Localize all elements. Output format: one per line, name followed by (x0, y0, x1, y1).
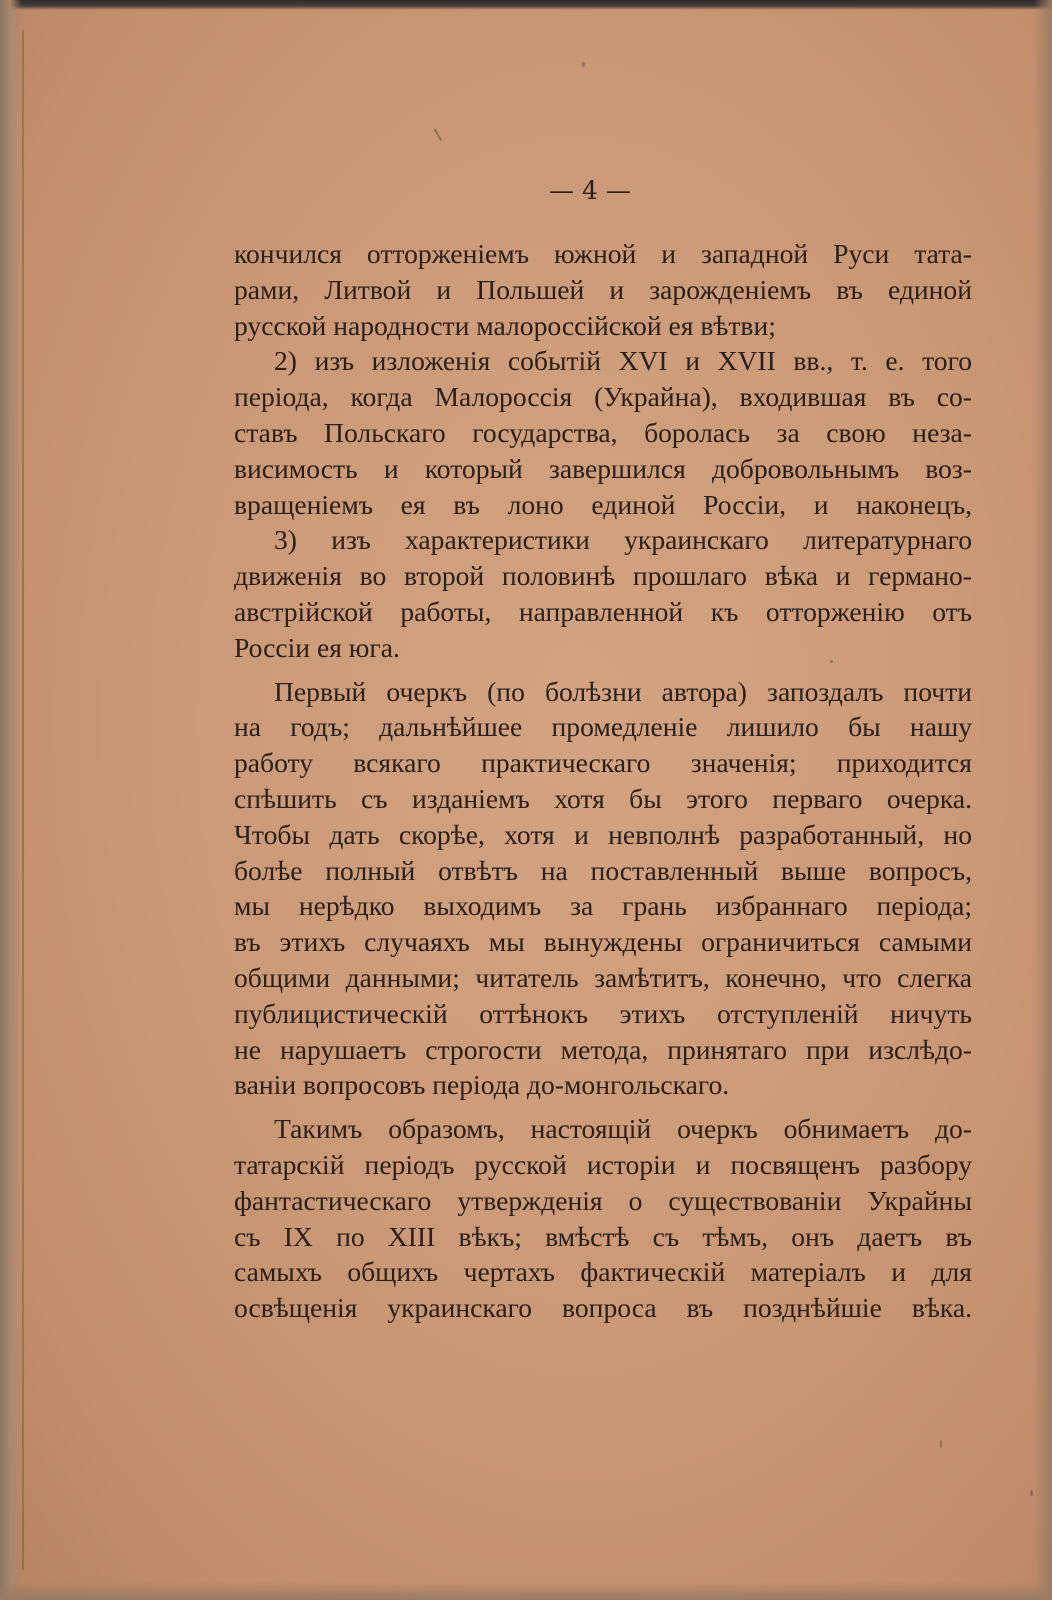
text-line: періода, когда Малороссія (Украйна), входившая въ со- (234, 381, 972, 413)
page-right-edge (1034, 0, 1052, 1600)
paragraph (234, 343, 972, 522)
text-line: ставъ Польскаго государства, боролась за свою неза- (234, 416, 972, 448)
paper-speck (940, 1440, 942, 1448)
text-line: татарскій періодъ русской исторіи и посвященъ разбору (234, 1148, 972, 1180)
text-line: болѣе полный отвѣтъ на поставленный выше вопросъ, (234, 854, 972, 886)
text-line: рами, Литвой и Польшей и зарожденіемъ въ единой (234, 273, 972, 305)
paragraph (234, 236, 972, 343)
text-line: общими данными; читатель замѣтитъ, конечно, что слегка (234, 961, 972, 993)
text-line: освѣщенія украинскаго вопроса въ позднѣйшіе вѣка. (234, 1292, 972, 1324)
paragraph (234, 522, 972, 665)
text-line: Первый очеркъ (по болѣзни автора) запоздалъ почти (274, 675, 972, 707)
text-line: работу всякаго практическаго значенія; приходится (234, 747, 972, 779)
text-line: публицистическій оттѣнокъ этихъ отступленій ничуть (234, 997, 972, 1029)
text-line: движенія во второй половинѣ прошлаго вѣка и германо- (234, 560, 972, 592)
text-line: ваніи вопросовъ періода до-монгольскаго. (234, 1069, 730, 1101)
text-line: Такимъ образомъ, настоящій очеркъ обнимаетъ до- (274, 1113, 972, 1145)
text-line: на годъ; дальнѣйшее промедленіе лишило бы нашу (234, 711, 972, 743)
text-line: съ IX по XIII вѣкъ; вмѣстѣ съ тѣмъ, онъ даетъ въ (234, 1220, 972, 1252)
text-line: вращеніемъ ея въ лоно единой Россіи, и наконецъ, (234, 488, 972, 520)
page-left-edge (0, 0, 22, 1600)
page-top-edge (0, 0, 1052, 10)
paragraph (234, 674, 972, 1104)
paper-speck (1030, 1490, 1033, 1496)
text-line: русской народности малороссійской ея вѣтви; (234, 309, 776, 341)
paragraph (234, 1111, 972, 1326)
text-line: кончился отторженіемъ южной и западной Руси тата- (234, 238, 972, 269)
page-number: — 4 — (549, 176, 631, 205)
body-text (234, 236, 972, 1326)
text-line: самыхъ общихъ чертахъ фактическій матеріалъ и для (234, 1256, 972, 1288)
text-line: фантастическаго утвержденія о существованіи Украйны (234, 1184, 972, 1216)
paper-speck (582, 62, 585, 67)
binding-crease (22, 30, 24, 1570)
page-bottom-edge (0, 1582, 1052, 1600)
text-line: спѣшить съ изданіемъ хотя бы этого перваго очерка. (234, 782, 972, 814)
text-line: не нарушаетъ строгости метода, принятаго при изслѣдо- (234, 1033, 972, 1065)
text-line: висимость и который завершился добровольнымъ воз- (234, 452, 972, 484)
paper-speck (434, 128, 443, 141)
text-line: Чтобы дать скорѣе, хотя и невполнѣ разработанный, но (234, 818, 972, 850)
text-line: австрійской работы, направленной къ отторженію отъ (234, 595, 972, 627)
text-line: Россіи ея юга. (234, 631, 400, 663)
text-line: 3) изъ характеристики украинскаго литературнаго (274, 524, 972, 556)
text-line: 2) изъ изложенія событій XVI и XVII вв., т. е. того (274, 345, 972, 377)
text-line: мы нерѣдко выходимъ за грань избраннаго періода; (234, 890, 972, 922)
text-line: въ этихъ случаяхъ мы вынуждены ограничиться самыми (234, 926, 972, 958)
